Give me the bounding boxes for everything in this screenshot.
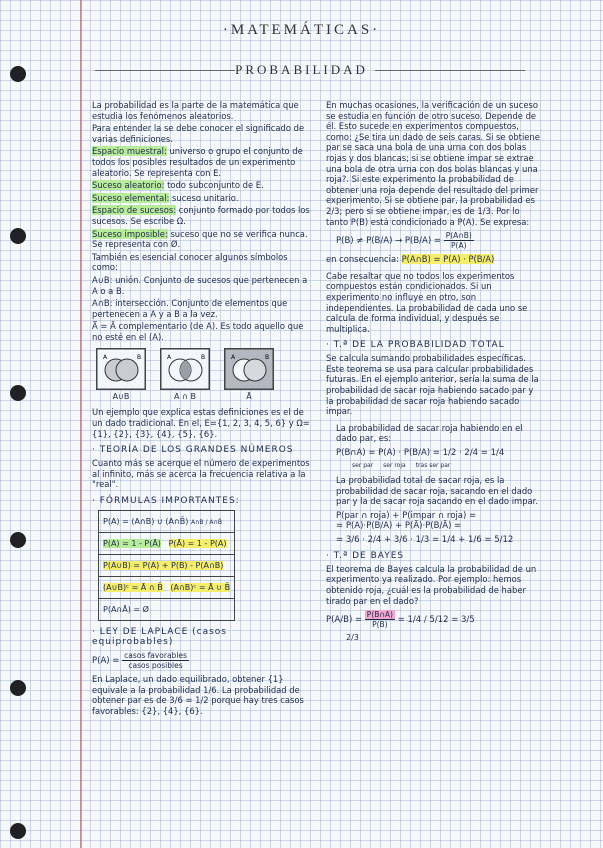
formula-cell: (A∪B)ᶜ = Ā ∩ B̄ (A∩B)ᶜ = Ā ∪ B̄ [99,577,235,599]
term-espacio-sucesos: Espacio de sucesos: [92,205,177,216]
right-column [326,100,541,642]
punch-hole [10,680,26,696]
text-suceso-imposible: suceso que no se verifica nunca. Se representa con Ø. [92,228,308,250]
text-suceso-elemental: suceso unitario. [172,192,239,203]
formulas-title: · FÓRMULAS IMPORTANTES: [92,496,240,507]
condicional-formula: P(B) ≠ P(B/A) → P(B/A) = $\frac{P(A\cap B)}{P(A)}$ [336,231,472,251]
operaciones-text: También es esencial conocer algunos símbolos como: [92,251,288,273]
suceso-imposible [92,229,310,250]
page-number: 2/3 [346,633,359,643]
formula-row [99,533,235,555]
punch-hole [10,228,26,244]
laplace-fraction: $\frac{\text{casos favorables}}{\text{casos posibles}}$ [124,651,187,671]
total-formula-2: = P(A)·P(B/A) + P(Ā)·P(B/Ā) = [336,520,462,531]
bayes-formula: P(A/B) = $\frac{P(B\cap A)}{P(B)}$ = 1/4 / 5/12 = 3/5 [326,610,475,630]
venn-a-label: A [103,354,108,362]
text-suceso-aleatorio: todo subconjunto de E. [167,180,264,191]
ejemplo-text: Un ejemplo que explica estas definiciones es el de un dado tradicional. En el, E={1, 2, 3, 4, 5, 6} y Ω={1}, {2}, {3}, {4}, {5}, {6}. [92,407,310,439]
laplace-text: En Laplace, un dado equilibrado, obtener {1} equivale a la probabilidad 1/6. La probabilidad de obtener par es de 3/6 = 1/2 porque hay tres casos favorables: {2}, {4}, {6}. [92,674,304,716]
term-suceso-elemental: Suceso elemental: [92,192,170,203]
union-text: A∪B: unión. Conjunto de sucesos que pertenecen a A o a B. [92,274,308,296]
suceso-elemental [92,193,310,204]
roja-annotations: ser par ser roja tras ser par [352,462,451,470]
term-suceso-imposible: Suceso imposible: [92,228,168,239]
total-formula-3: = 3/6 · 2/4 + 3/6 · 1/3 = 1/4 + 1/6 = 5/12 [336,534,514,545]
definitions-intro: Para entender la se debe conocer el significado de varias definiciones. [92,123,305,144]
laplace-formula: P(A) = $\frac{\text{casos favorables}}{\text{casos posibles}}$ [92,651,187,671]
formula-row [99,577,235,599]
roja-text: La probabilidad de sacar roja habiendo en el dado par, es: [336,422,523,444]
consecuencia: en consecuencia: P(A∩B) = P(A) · P(B/A) [326,254,495,265]
bayes-title: · T.ª DE BAYES [326,550,405,561]
venn-union [96,348,146,390]
espacio-muestral [92,146,310,178]
page-subtitle: PROBABILIDAD [235,62,368,77]
grandes-numeros-text: Cuanto más se acerque el número de experimentos al infinito, más se acerca la frecuencia relativa a la "real". [92,458,310,490]
venn-complement [224,348,274,390]
condicional-text: En muchas ocasiones, la verificación de un suceso se estudia en función de otro suceso. Depende de él. Esto sucede en experimentos compuestos, como: ¿Se tira un dado de seis caras. Si se obtiene par se saca una bola de una urna con dos bolas rojas y dos blancas; si se obtiene impar se extrae una bola de otra urna con dos bolas blancas y una roja?. Si este experimento la probabilidad de obtener una roja depende del resultado del primer experimento. Si se obtiene par, la probabilidad es 2/3; pero si se obtiene impar, es de 1/3. Por lo tanto P(B) está condicionado a P(A). Se expresa: [326,100,540,227]
punch-hole [10,385,26,401]
total-title: · T.ª DE LA PROBABILIDAD TOTAL [326,340,505,351]
venn-intersection [160,348,210,390]
term-espacio-muestral: Espacio muestral: [92,146,167,157]
formula-cell: P(A) = 1 - P(Ā) P(Ā) = 1 - P(A) [99,533,235,555]
venn-b-label: B [265,354,270,362]
punch-hole [10,823,26,839]
formula-cell: P(A) = (A∩B) ∪ (A∩B̄) A∩B / A∩B̄ [99,511,235,533]
formula-row [99,555,235,577]
total-formula-1: P(par ∩ roja) + P(impar ∩ roja) = [336,510,477,521]
formula-cell: P(A∩Ā) = Ø [99,599,235,621]
intro-text: La probabilidad es la parte de la matemática que estudia los fenómenos aleatorios. [92,100,299,121]
total-text: Se calcula sumando probabilidades específicas. Este teorema se usa para calcular probabilidades futuras. En el ejemplo anterior, sería la suma de la probabilidad de sacar roja habiendo sacado par y la probabilidad de sacar roja habiendo sacado impar. [326,353,539,417]
venn-labels [96,392,310,401]
term-suceso-aleatorio: Suceso aleatorio: [92,180,165,191]
complementario-text: A̅ = Ā complementario (de A). Es todo aquello que no esté en el (A). [92,321,304,342]
punch-hole [10,532,26,548]
venn-b-label: B [201,354,206,362]
laplace-title: · LEY DE LAPLACE (casos equiprobables) [92,627,227,648]
venn-b-label: B [137,354,142,362]
bayes-text: El teorema de Bayes calcula la probabilidad de un experimento ya realizado. Por ejemplo: hemos obtenido roja, ¿cuál es la probabilidad de haber tirado par en el dado? [326,563,537,606]
formula-row [99,599,235,621]
venn-diagrams [96,348,310,390]
venn-label-union: A∪B [112,392,130,402]
espacio-sucesos [92,205,310,226]
formula-row [99,511,235,533]
left-column [92,100,310,718]
margin-line [80,0,82,848]
interseccion-text: A∩B: intersección. Conjunto de elementos que pertenecen a A y a B a la vez. [92,298,288,319]
venn-a-label: A [167,354,172,362]
page-title: ·MATEMÁTICAS· [222,22,381,38]
roja-formula: P(B∩A) = P(A) · P(B/A) = 1/2 · 2/4 = 1/4 [336,448,505,459]
venn-label-intersection: A ∩ B [174,392,196,402]
text-espacio-sucesos: conjunto formado por todos los sucesos. Se escribe Ω. [92,205,310,226]
independientes-text: Cabe resaltar que no todos los experimentos compuestos están condicionados. Si un experimento no influye en otro, son independientes. La probabilidad de cada uno se calcula de forma individual, y después se multiplica. [326,270,528,334]
venn-label-complement: Ā [246,392,252,402]
text-espacio-muestral: universo o grupo el conjunto de todos los posibles resultados de un experimento aleatorio. Se representa con E. [92,146,303,178]
formula-cell: P(A∪B) = P(A) + P(B) - P(A∩B) [99,555,235,577]
venn-a-label: A [231,354,236,362]
total2-text: La probabilidad total de sacar roja, es la probabilidad de sacar roja, sacando en el dado par y la de sacar roja sacando en el dado impar. [336,475,538,507]
grandes-numeros-title: · TEORÍA DE LOS GRANDES NÚMEROS [92,445,294,456]
formulas-table [98,510,235,621]
suceso-aleatorio [92,180,310,191]
consecuencia-formula: P(A∩B) = P(A) · P(B/A) [401,254,495,265]
